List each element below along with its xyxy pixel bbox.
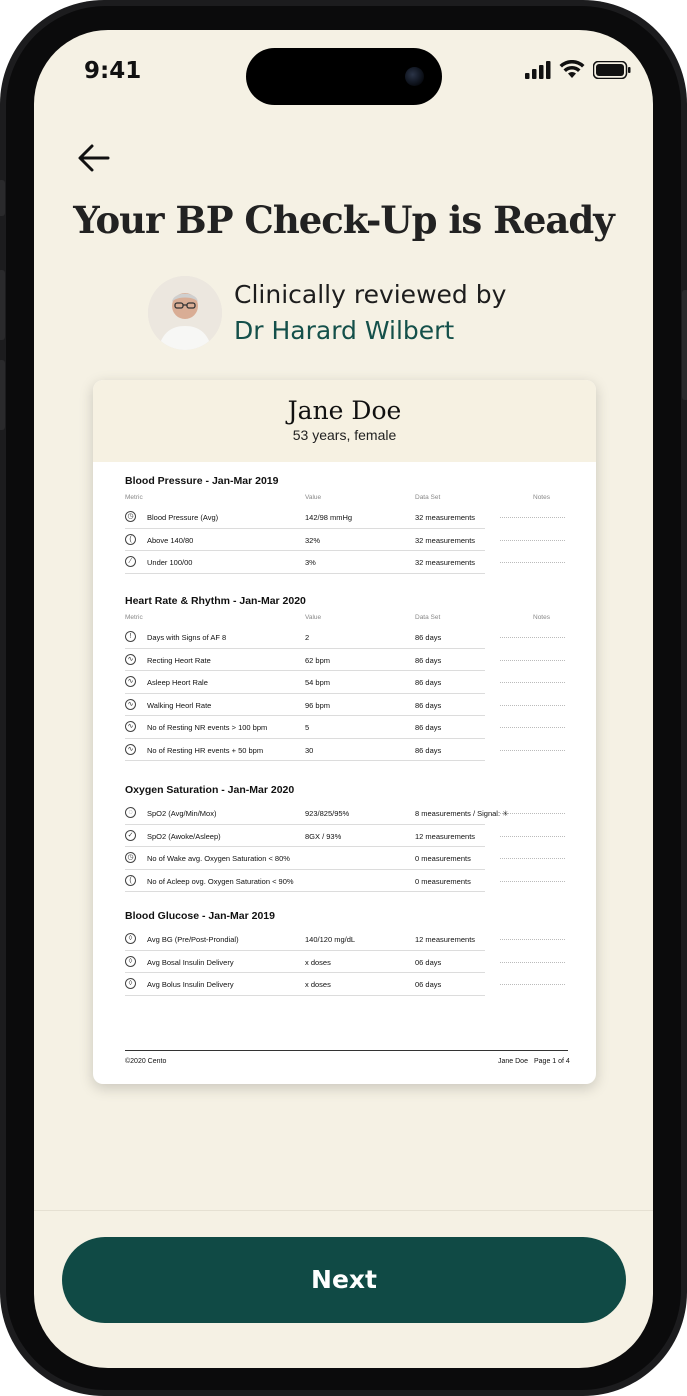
cell-dataset: 8 measurements / Signal: ✳	[415, 809, 509, 818]
column-header: Value	[305, 494, 322, 501]
cell-metric: Above 140/80	[147, 535, 194, 545]
table-row	[125, 671, 485, 694]
cell-value: 2	[305, 633, 310, 642]
drop-icon: ◊	[125, 956, 136, 967]
battery-icon	[593, 61, 631, 79]
section-title: Blood Pressure - Jan-Mar 2019	[125, 475, 279, 487]
cell-dataset: 86 days	[415, 723, 442, 732]
reviewer-name: Dr Harard Wilbert	[234, 316, 455, 345]
page-title: Your BP Check-Up is Ready	[73, 198, 614, 242]
status-icons	[525, 60, 631, 79]
column-header: Value	[305, 614, 322, 621]
table-row	[125, 551, 485, 574]
report-section	[125, 910, 570, 996]
cell-value: x doses	[305, 980, 331, 989]
cell-dataset: 06 days	[415, 957, 442, 967]
patient-details: 53 years, female	[292, 427, 397, 443]
notes-placeholder	[500, 881, 565, 882]
cell-value: 62 bpm	[305, 655, 331, 665]
table-row	[125, 825, 485, 848]
notes-placeholder	[500, 984, 565, 985]
cell-value: 96 bpm	[305, 700, 331, 710]
cell-metric: No of Resting HR events + 50 bpm	[147, 745, 264, 755]
cell-metric: SpO2 (Avg/Min/Mox)	[147, 809, 217, 818]
patient-name: Jane Doe	[287, 396, 402, 425]
notes-placeholder	[500, 517, 565, 518]
cell-dataset: 86 days	[415, 678, 442, 687]
section-title: Oxygen Saturation - Jan-Mar 2020	[125, 784, 295, 796]
heartbeat-icon: ∿	[125, 699, 136, 710]
notes-placeholder	[500, 813, 565, 814]
notes-placeholder	[500, 727, 565, 728]
cell-dataset: 32 measurements	[415, 513, 476, 522]
notes-placeholder	[500, 836, 565, 837]
cell-metric: Blood Pressure (Avg)	[147, 513, 219, 522]
cell-value: 923/825/95%	[305, 809, 350, 818]
table-row	[125, 928, 485, 951]
drop-icon: ◊	[125, 933, 136, 944]
table-row	[125, 802, 509, 825]
volume-up-button	[0, 270, 5, 340]
cell-metric: No of Acleep ovg. Oxygen Saturation < 90%	[147, 876, 294, 886]
report-header	[93, 380, 596, 462]
table-row	[125, 739, 485, 762]
alert-icon: !	[125, 631, 136, 642]
notes-placeholder	[500, 562, 565, 563]
column-header: Notes	[533, 614, 550, 621]
reviewer-label: Clinically reviewed by	[234, 280, 507, 309]
table-row	[125, 973, 485, 996]
cell-dataset: 86 days	[415, 655, 442, 665]
cell-metric: Recting Heort Rate	[147, 655, 211, 665]
table-row	[125, 694, 485, 717]
arc-icon: (	[125, 875, 136, 886]
notes-placeholder	[500, 540, 565, 541]
cell-dataset: 0 measurements	[415, 876, 471, 886]
avatar	[148, 276, 222, 350]
cell-value: 30	[305, 745, 314, 755]
notes-placeholder	[500, 750, 565, 751]
table-row	[125, 870, 485, 893]
cell-dataset: 86 days	[415, 700, 442, 710]
heartbeat-icon: ∿	[125, 744, 136, 755]
column-header: Metric	[125, 614, 143, 621]
status-time: 9:41	[84, 58, 142, 84]
column-header: Data Set	[415, 614, 441, 621]
arrow-left-icon	[74, 138, 114, 178]
cell-metric: Days with Signs of AF 8	[147, 633, 227, 642]
reviewer-info	[148, 276, 506, 350]
report-footer-name: Jane Doe	[498, 1058, 528, 1065]
notes-placeholder	[500, 682, 565, 683]
check-icon: ✓	[125, 830, 136, 841]
table-row	[125, 506, 485, 529]
column-headers	[125, 614, 570, 626]
bottom-divider	[34, 1210, 653, 1211]
volume-down-button	[0, 360, 5, 430]
section-title: Blood Glucose - Jan-Mar 2019	[125, 910, 275, 922]
dynamic-island	[246, 48, 442, 105]
cell-dataset: 86 days	[415, 633, 442, 642]
heartbeat-icon: ∿	[125, 721, 136, 732]
cell-value: 5	[305, 723, 310, 732]
report-section	[125, 595, 570, 761]
next-button[interactable]: Next	[62, 1237, 626, 1323]
cell-metric: Walking Heorl Rate	[147, 700, 212, 710]
camera-icon	[405, 67, 424, 86]
notes-placeholder	[500, 962, 565, 963]
arc-icon: (	[125, 534, 136, 545]
notes-placeholder	[500, 637, 565, 638]
cell-metric: Avg Bolus Insulin Delivery	[147, 980, 234, 989]
cell-value: 32%	[305, 535, 321, 545]
drop-icon: ◊	[125, 978, 136, 989]
cell-metric: No of Wake avg. Oxygen Saturation < 80%	[147, 854, 290, 863]
report-section	[125, 784, 570, 892]
cell-metric: Avg Bosal Insulin Delivery	[147, 957, 234, 967]
cell-metric: No of Resting NR events > 100 bpm	[147, 723, 268, 732]
clock-icon: ◷	[125, 511, 136, 522]
column-header: Metric	[125, 494, 143, 501]
section-title: Heart Rate & Rhythm - Jan-Mar 2020	[125, 595, 306, 607]
cell-value: 3%	[305, 558, 316, 567]
cell-value: 142/98 mmHg	[305, 513, 353, 522]
screen	[34, 30, 653, 1368]
cell-metric: SpO2 (Awoke/Asleep)	[147, 831, 221, 841]
cellular-signal-icon	[525, 61, 551, 79]
notes-placeholder	[500, 660, 565, 661]
cell-metric: Asleep Heort Rale	[147, 678, 208, 687]
cell-dataset: 0 measurements	[415, 854, 471, 863]
table-row	[125, 529, 485, 552]
shield-icon: ◌	[125, 807, 136, 818]
cell-dataset: 06 days	[415, 980, 442, 989]
report-page-number: Page 1 of 4	[534, 1058, 570, 1065]
heartbeat-icon: ∿	[125, 676, 136, 687]
table-row	[125, 716, 485, 739]
column-header: Data Set	[415, 494, 441, 501]
cell-value: 54 bpm	[305, 678, 331, 687]
table-row	[125, 649, 485, 672]
back-button[interactable]	[74, 138, 114, 178]
report-section	[125, 475, 570, 574]
report-footer-divider	[125, 1050, 568, 1051]
needle-icon: ⁄	[125, 556, 136, 567]
notes-placeholder	[500, 939, 565, 940]
cell-value: 8GX / 93%	[305, 831, 342, 841]
report-preview	[93, 380, 596, 1084]
notes-placeholder	[500, 705, 565, 706]
table-row	[125, 847, 485, 870]
table-row	[125, 951, 485, 974]
cell-dataset: 12 measurements	[415, 831, 476, 841]
action-button	[0, 180, 5, 216]
power-button	[682, 290, 687, 400]
cell-dataset: 12 measurements	[415, 935, 476, 944]
heartbeat-icon: ∿	[125, 654, 136, 665]
report-copyright: ©2020 Cento	[125, 1058, 167, 1065]
cell-dataset: 86 days	[415, 745, 442, 755]
cell-dataset: 32 measurements	[415, 535, 476, 545]
cell-value: x doses	[305, 957, 331, 967]
table-row	[125, 626, 485, 649]
clock-icon: ◷	[125, 852, 136, 863]
column-header: Notes	[533, 494, 550, 501]
cell-value: 140/120 mg/dL	[305, 935, 356, 944]
cell-metric: Avg BG (Pre/Post-Prondial)	[147, 935, 239, 944]
column-headers	[125, 494, 570, 506]
cell-dataset: 32 measurements	[415, 558, 476, 567]
cell-metric: Under 100/00	[147, 558, 193, 567]
wifi-icon	[559, 60, 585, 79]
notes-placeholder	[500, 858, 565, 859]
